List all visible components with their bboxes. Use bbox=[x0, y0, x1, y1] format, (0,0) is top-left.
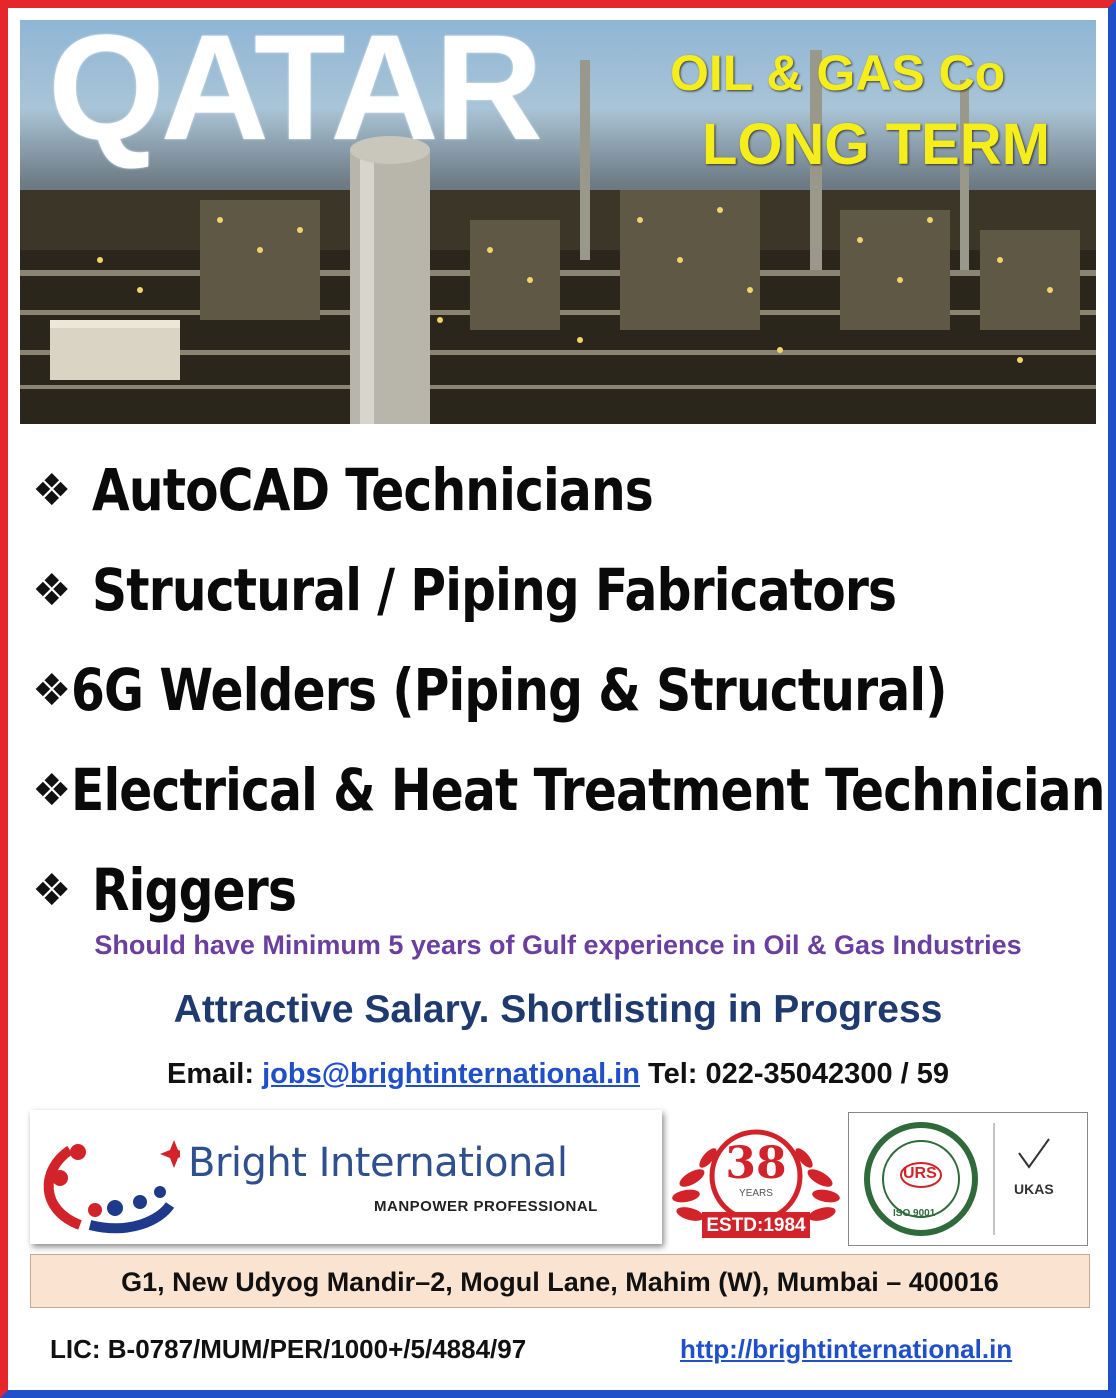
headline-long-term: LONG TERM bbox=[702, 112, 1050, 177]
headline-oil-gas: OIL & GAS Co bbox=[670, 45, 1006, 101]
contact-line bbox=[0, 1058, 1116, 1091]
office-address: G1, New Udyog Mandir–2, Mogul Lane, Mahim (W), Mumbai – 400016 bbox=[30, 1254, 1090, 1308]
job-title: 6G Welders (Piping & Structural) bbox=[71, 656, 948, 724]
license-number: LIC: B-0787/MUM/PER/1000+/5/4884/97 bbox=[50, 1334, 527, 1364]
experience-requirement: Should have Minimum 5 years of Gulf experience in Oil & Gas Industries bbox=[94, 930, 1022, 960]
bright-international-logo bbox=[30, 1110, 662, 1244]
email-label: Email: bbox=[166, 1058, 255, 1090]
people-circle-icon bbox=[30, 1110, 180, 1244]
iso-label: ISO 9001 bbox=[893, 1208, 936, 1219]
badge-years-number: 38 bbox=[725, 1138, 787, 1189]
logo-name: Bright International bbox=[188, 1140, 568, 1186]
refinery-photo bbox=[20, 20, 1096, 424]
job-item bbox=[32, 640, 1102, 740]
job-list bbox=[32, 440, 1106, 940]
urs-seal-text: URS bbox=[903, 1165, 937, 1182]
ukas-label: UKAS bbox=[1014, 1181, 1054, 1197]
four-diamond-icon: ❖ bbox=[32, 864, 72, 916]
badge-established: ESTD:1984 bbox=[706, 1215, 806, 1236]
anniversary-badge bbox=[672, 1118, 840, 1248]
headline-qatar: QATAR bbox=[48, 20, 540, 171]
job-title: AutoCAD Technicians bbox=[92, 456, 653, 524]
job-title: Riggers bbox=[92, 856, 297, 924]
iso-certification bbox=[848, 1112, 1088, 1246]
job-item bbox=[32, 440, 1102, 540]
job-item bbox=[32, 840, 1102, 940]
job-title: Electrical & Heat Treatment Technician bbox=[71, 756, 1106, 824]
job-item bbox=[32, 740, 1106, 840]
badge-years-word: YEARS bbox=[739, 1188, 773, 1199]
logo-tagline: MANPOWER PROFESSIONAL bbox=[374, 1198, 598, 1215]
website-link[interactable]: http://brightinternational.in bbox=[680, 1334, 1013, 1364]
four-diamond-icon: ❖ bbox=[32, 764, 72, 816]
four-diamond-icon: ❖ bbox=[32, 564, 72, 616]
tel-label: Tel: bbox=[648, 1058, 698, 1090]
salary-line: Attractive Salary. Shortlisting in Progress bbox=[173, 988, 943, 1031]
four-diamond-icon: ❖ bbox=[32, 664, 72, 716]
tel-number: 022-35042300 / 59 bbox=[705, 1058, 949, 1090]
four-diamond-icon: ❖ bbox=[32, 464, 72, 516]
job-title: Structural / Piping Fabricators bbox=[92, 556, 897, 624]
email-link[interactable]: jobs@brightinternational.in bbox=[262, 1058, 640, 1090]
job-item bbox=[32, 540, 1102, 640]
